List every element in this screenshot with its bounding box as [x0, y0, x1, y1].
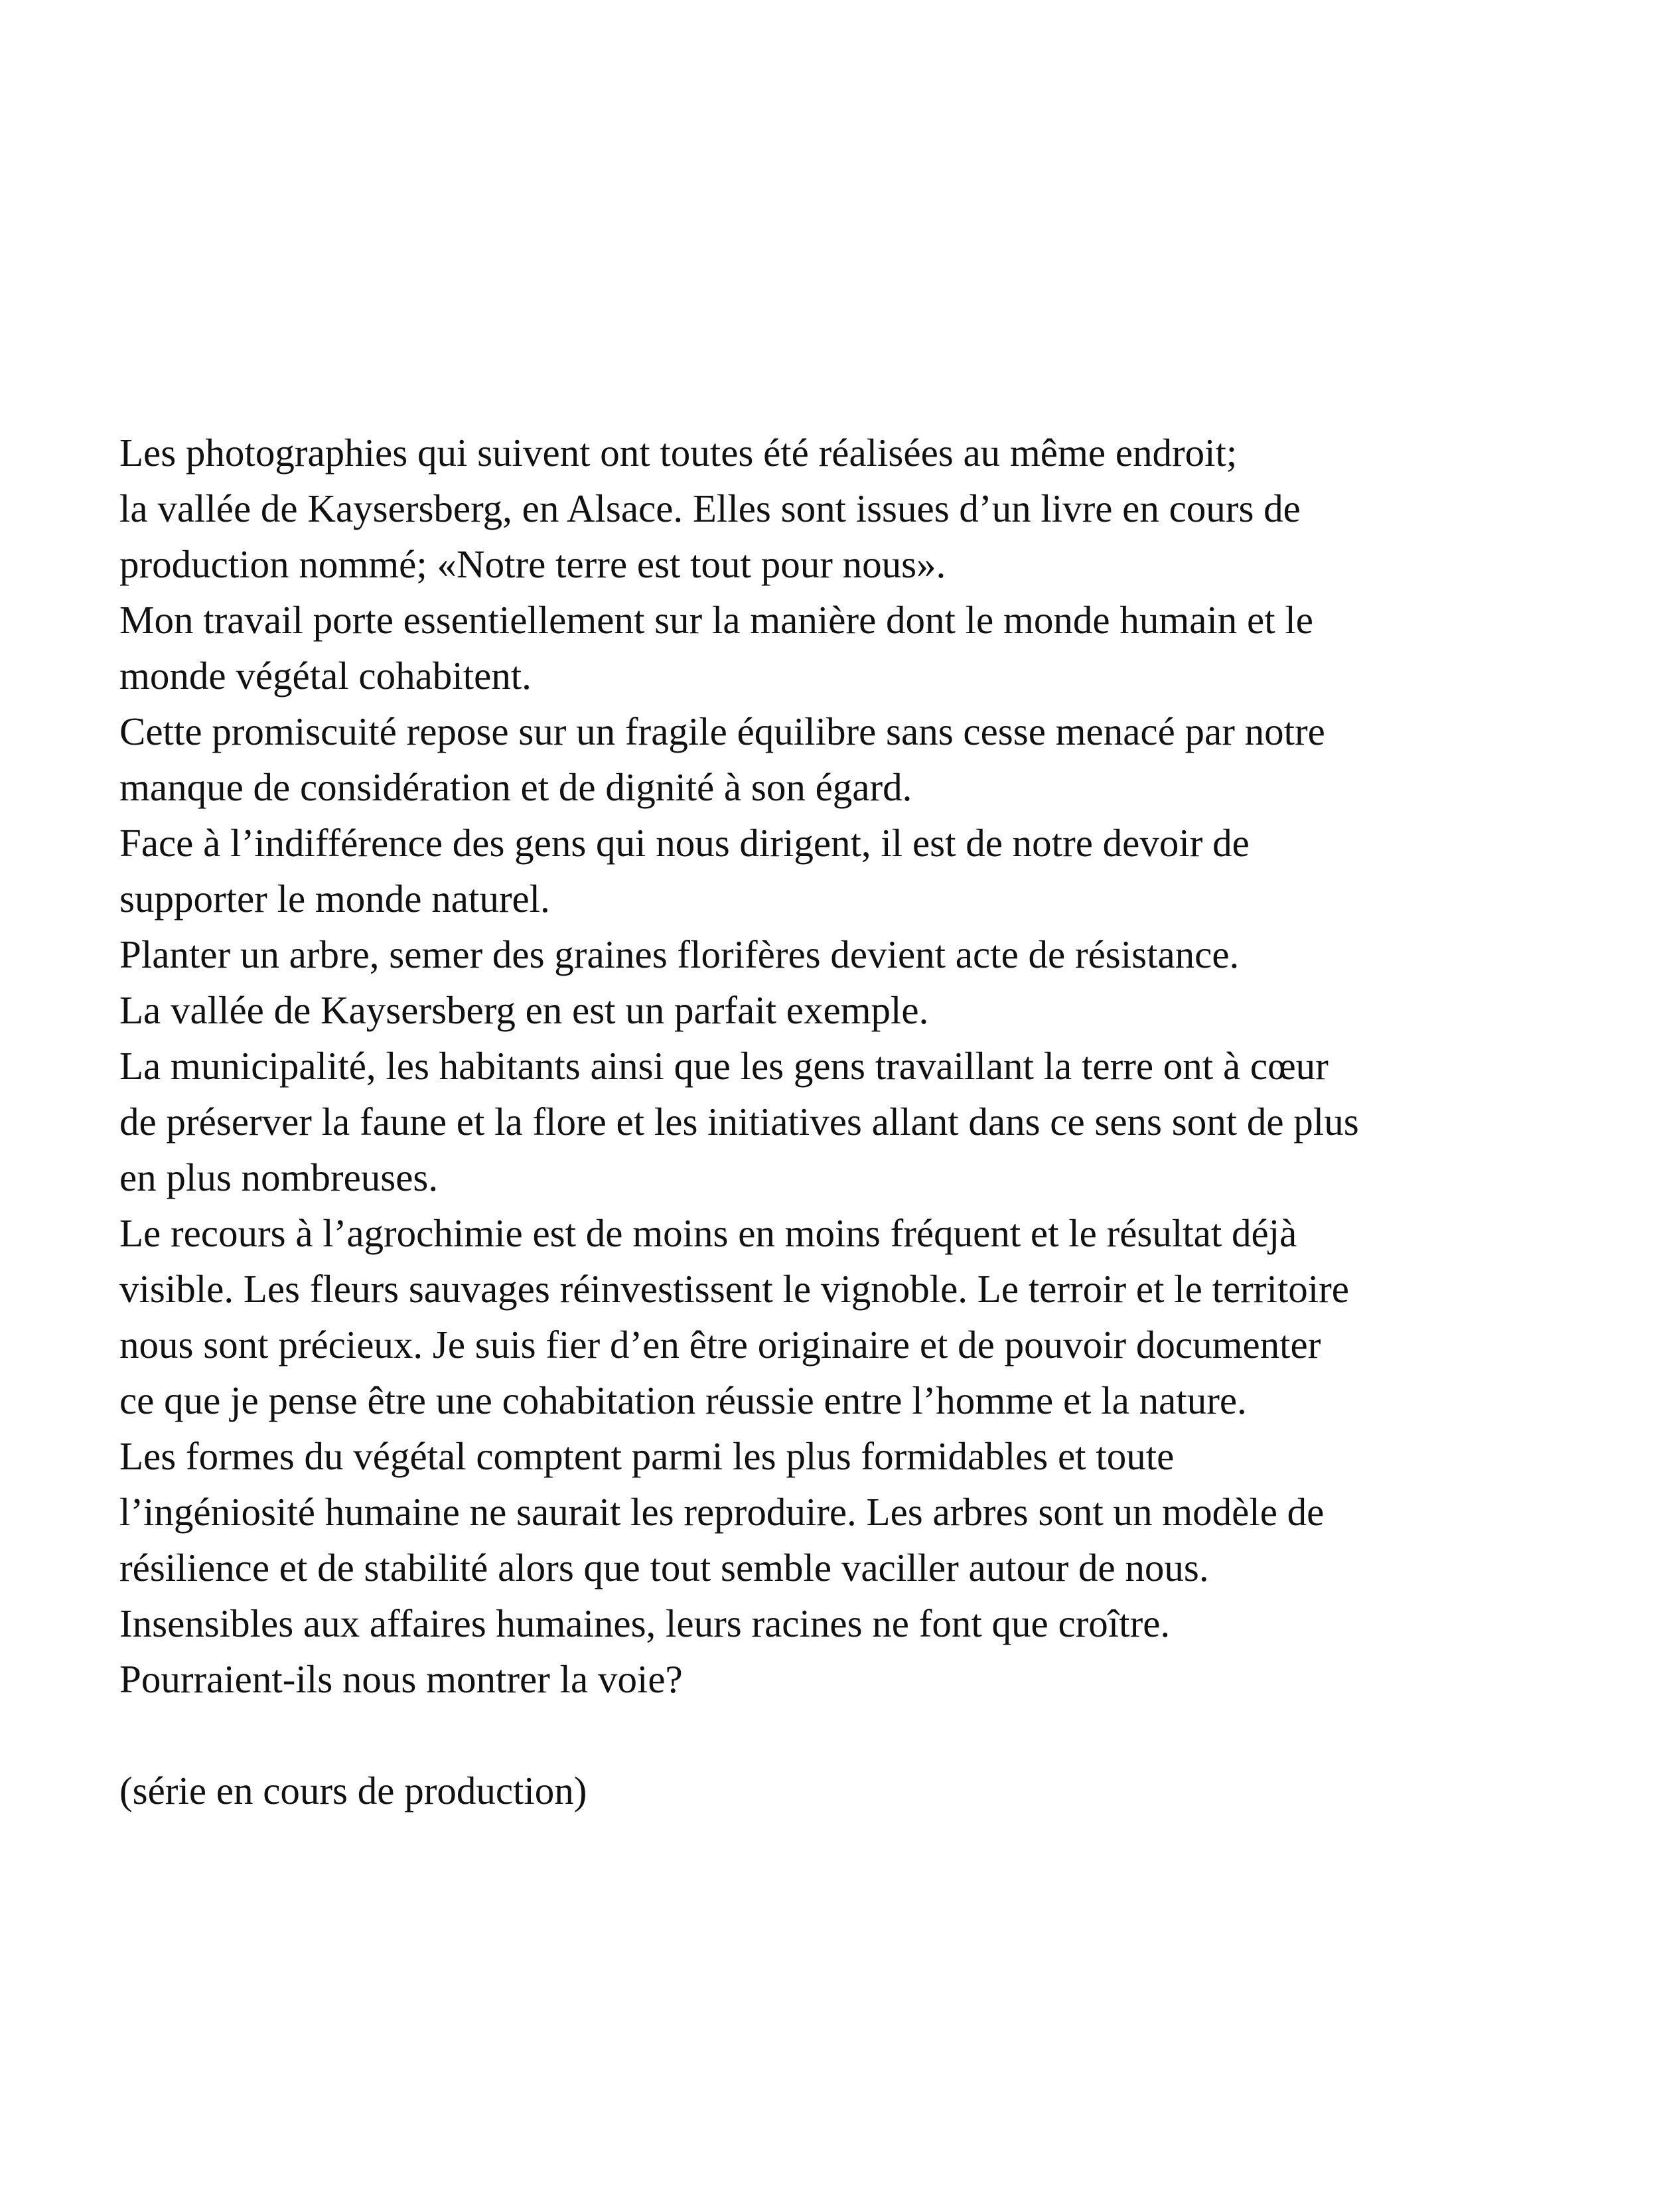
- text-line: la vallée de Kaysersberg, en Alsace. Elles sont issues d’un livre en cours de: [119, 486, 1301, 530]
- text-line: supporter le monde naturel.: [119, 877, 550, 921]
- text-line: Les photographies qui suivent ont toutes été réalisées au même endroit;: [119, 431, 1238, 475]
- text-line: Face à l’indifférence des gens qui nous dirigent, il est de notre devoir de: [119, 821, 1250, 865]
- text-line: Le recours à l’agrochimie est de moins en moins fréquent et le résultat déjà: [119, 1211, 1297, 1255]
- text-line: de préserver la faune et la flore et les initiatives allant dans ce sens sont de plus: [119, 1100, 1359, 1143]
- text-line: visible. Les fleurs sauvages réinvestissent le vignoble. Le terroir et le territoire: [119, 1267, 1349, 1311]
- text-line: l’ingéniosité humaine ne saurait les reproduire. Les arbres sont un modèle de: [119, 1490, 1325, 1534]
- text-line: Insensibles aux affaires humaines, leurs racines ne font que croître.: [119, 1601, 1171, 1645]
- text-line: manque de considération et de dignité à son égard.: [119, 765, 912, 809]
- text-line: Mon travail porte essentiellement sur la manière dont le monde humain et le: [119, 598, 1313, 642]
- text-line: Planter un arbre, semer des graines florifères devient acte de résistance.: [119, 932, 1240, 976]
- footnote: (série en cours de production): [119, 1769, 587, 1812]
- text-line: nous sont précieux. Je suis fier d’en être originaire et de pouvoir documenter: [119, 1323, 1321, 1366]
- text-line: monde végétal cohabitent.: [119, 654, 532, 698]
- text-line: en plus nombreuses.: [119, 1155, 439, 1199]
- text-line: Les formes du végétal comptent parmi les plus formidables et toute: [119, 1434, 1175, 1478]
- paragraph-spacer: [119, 1707, 1606, 1763]
- text-line: Cette promiscuité repose sur un fragile équilibre sans cesse menacé par notre: [119, 709, 1325, 753]
- text-line: Pourraient-ils nous montrer la voie?: [119, 1657, 683, 1701]
- text-line: résilience et de stabilité alors que tout semble vaciller autour de nous.: [119, 1546, 1209, 1589]
- text-line: La municipalité, les habitants ainsi que les gens travaillant la terre ont à cœur: [119, 1044, 1329, 1088]
- text-line: La vallée de Kaysersberg en est un parfait exemple.: [119, 988, 929, 1032]
- statement-text: [119, 425, 1606, 1818]
- text-line: production nommé; «Notre terre est tout pour nous».: [119, 542, 946, 586]
- text-line: ce que je pense être une cohabitation réussie entre l’homme et la nature.: [119, 1378, 1247, 1422]
